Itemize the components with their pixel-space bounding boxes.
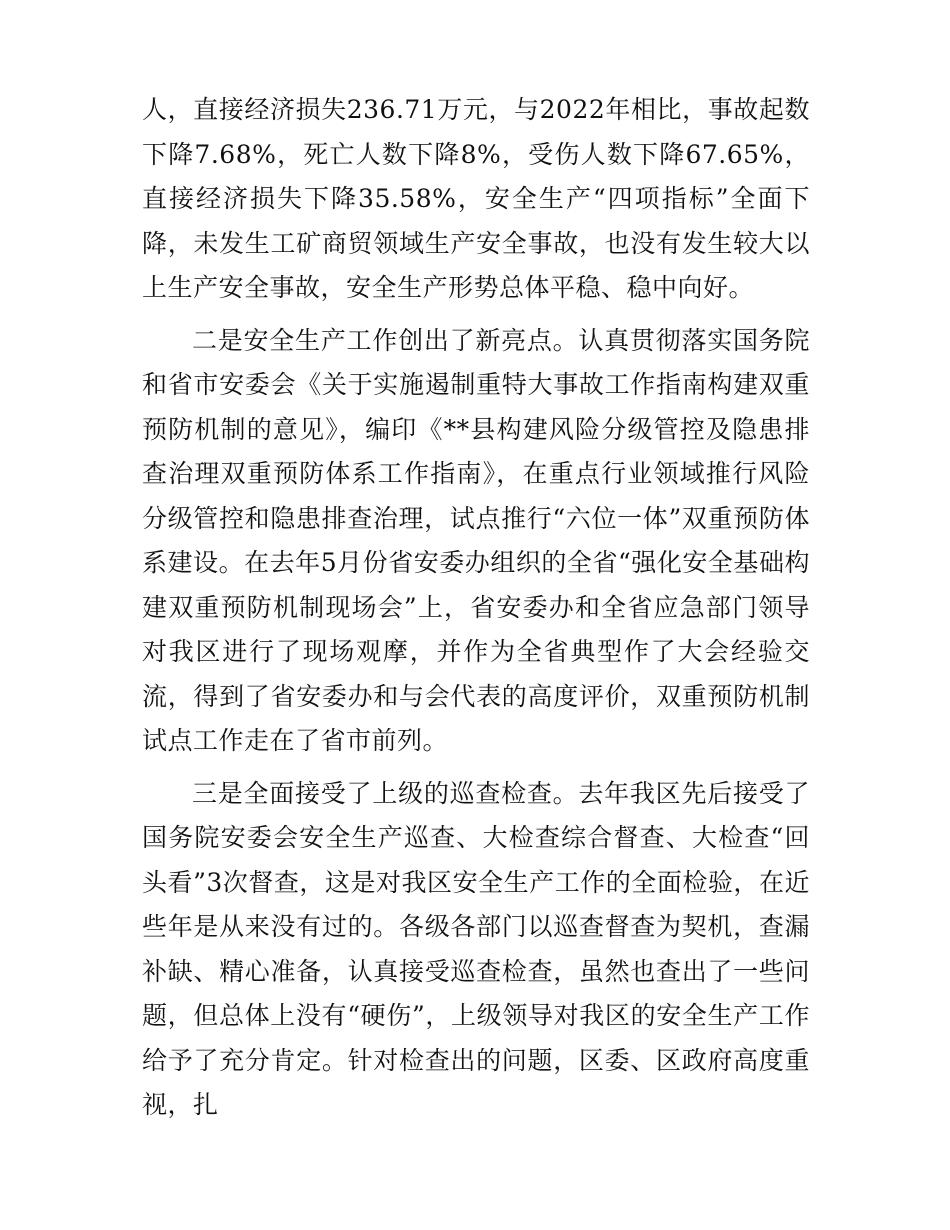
paragraph-inspection-review: 三是全面接受了上级的巡查检查。去年我区先后接受了国务院安委会安全生产巡查、大检查综合督查、大检查“回头看”3次督查，这是对我区安全生产工作的全面检验，在近些年是从来没有过的。各级各部门以巡查督查为契机，查漏补缺、精心准备，认真接受巡查检查，虽然也查出了一些问题，但总体上没有“硬伤”，上级领导对我区的安全生产工作给予了充分肯定。针对检查出的问题，区委、区政府高度重视，扎 (142, 778, 810, 1119)
document-body (142, 88, 810, 1128)
paragraph-accident-statistics: 人，直接经济损失236.71万元，与2022年相比，事故起数下降7.68%，死亡人数下降8%，受伤人数下降67.65%，直接经济损失下降35.58%，安全生产“四项指标”全面下降，未发生工矿商贸领域生产安全事故，也没有发生较大以上生产安全事故，安全生产形势总体平稳、稳中向好。 (142, 95, 810, 302)
paragraph-dual-prevention-highlight: 二是安全生产工作创出了新亮点。认真贯彻落实国务院和省市安委会《关于实施遏制重特大事故工作指南构建双重预防机制的意见》，编印《**县构建风险分级管控及隐患排查治理双重预防体系工作指南》，在重点行业领域推行风险分级管控和隐患排查治理，试点推行“六位一体”双重预防体系建设。在去年5月份省安委办组织的全省“强化安全基础构建双重预防机制现场会”上，省安委办和全省应急部门领导对我区进行了现场观摩，并作为全省典型作了大会经验交流，得到了省安委办和与会代表的高度评价，双重预防机制试点工作走在了省市前列。 (142, 325, 810, 755)
